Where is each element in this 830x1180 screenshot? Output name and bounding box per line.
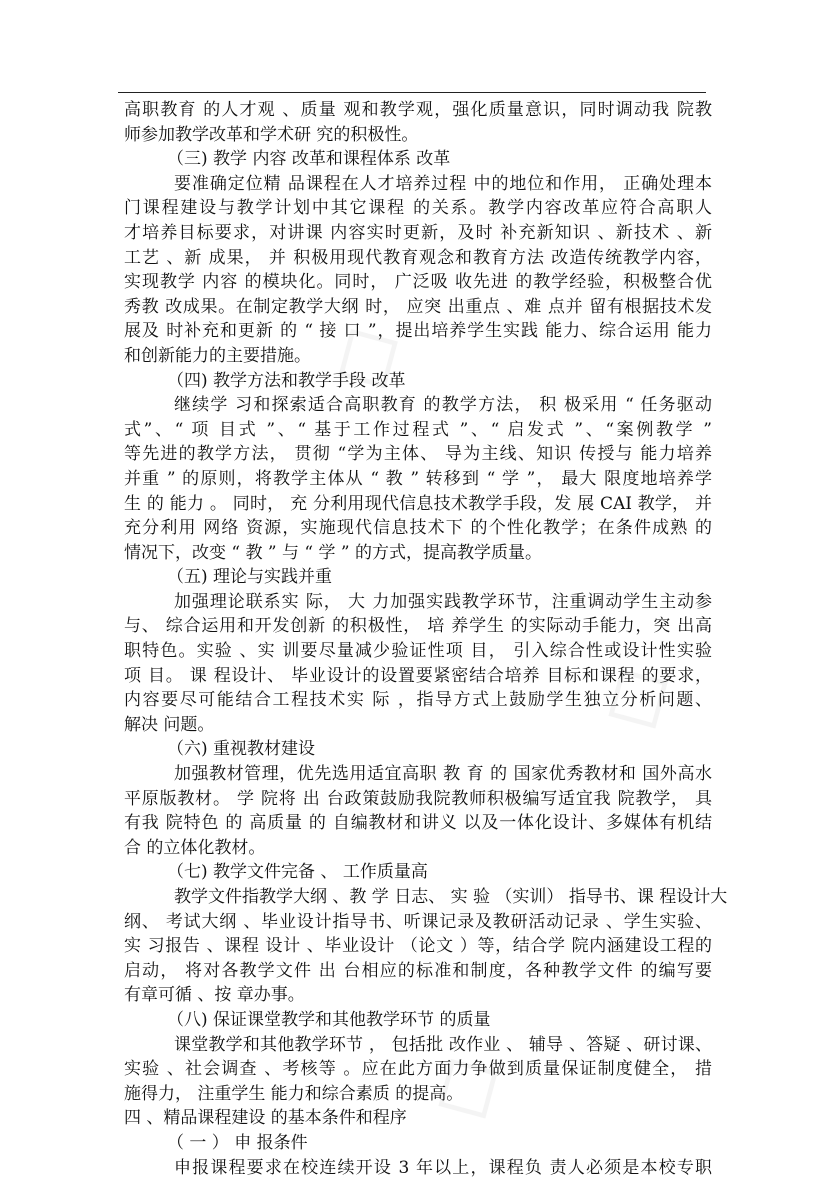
paragraph-line: 项 目。 课 程设计、 毕业设计的设置要紧密结合培养 目标和课程 的要求， [124, 665, 712, 686]
section-heading-line: （五) 理论与实践并重 [167, 567, 333, 588]
paragraph-line: 职特色。实验 、实 训要尽量减少验证性项 目， 引入综合性或设计性实验 [124, 641, 712, 662]
section-heading-line: （三) 教学 内容 改革和课程体系 改革 [167, 149, 451, 170]
header-rule [118, 92, 706, 93]
paragraph-line: 课堂教学和其他教学环节 ， 包括批 改作业 、 辅导 、答疑 、研讨课、 [174, 1034, 712, 1055]
paragraph-line: 平原版教材。 学 院将 出 台政策鼓励我院教师积极编写适宜我 院教学， 具 [124, 788, 712, 809]
paragraph-line: 合 的立体化教材。 [124, 837, 266, 858]
paragraph-line: 有章可循 、按 章办事。 [124, 985, 305, 1006]
paragraph-line: 加强教材管理，优先选用适宜高职 教 育 的 国家优秀教材和 国外高水 [174, 764, 712, 785]
paragraph-line: 式”、“ 项 目式 ”、“ 基于工作过程式 ”、“ 启发式 ”、“案例教学 ” [124, 419, 712, 440]
paragraph-line: 秀教 改成果。在制定教学大纲 时， 应突 出重点 、难 点并 留有根据技术发 [124, 296, 712, 317]
paragraph-line: 工艺 、新 成果， 并 积极用现代教育观念和教育方法 改造传统教学内容， [124, 247, 712, 268]
paragraph-line: 有我 院特色 的 高质量 的 自编教材和讲义 以及一体化设计、多媒体有机结 [124, 813, 712, 834]
paragraph-line: 启动， 将对各教学文件 出 台相应的标准和制度，各种教学文件 的编写要 [124, 960, 712, 981]
body-text [124, 98, 728, 1180]
paragraph-line: 与、 综合运用和开发创新 的积极性， 培 养学生 的实际动手能力，突 出高 [124, 616, 712, 637]
paragraph-line: 内容要尽可能结合工程技术实 际 ，指导方式上鼓励学生独立分析问题、 [124, 690, 712, 711]
section-heading-line: （八) 保证课堂教学和其他教学环节 的质量 [167, 1009, 491, 1030]
paragraph-line: 师参加教学改革和学术研 究的积极性。 [124, 124, 419, 145]
paragraph-line: 高职教育 的人才观 、质量 观和教学观，强化质量意识，同时调动我 院教 [124, 100, 712, 120]
paragraph-line: 要准确定位精 品课程在人才培养过程 中的地位和作用， 正确处理本 [174, 173, 712, 194]
paragraph-line: 实验 、社会调查 、考核等 。应在此方面力争做到质量保证制度健全， 措 [124, 1059, 712, 1080]
section-heading-line: 四 、精品课程建设 的基本条件和程序 [124, 1108, 407, 1129]
paragraph-line: 实 习报告 、课程 设计 、毕业设计 （论文 ）等，结合学 院内涵建设工程的 [124, 936, 712, 957]
section-heading-line: （ 一 ） 申 报条件 [167, 1132, 308, 1153]
paragraph-line: 加强理论联系实 际， 大 力加强实践教学环节，注重调动学生主动参 [174, 591, 712, 612]
paragraph-line: 教学文件指教学大纲 、教 学 日志、 实 验 （实训） 指导书、课 程设计大 [174, 887, 728, 907]
paragraph-line: 等先进的教学方法， 贯彻 “学为主体、 导为主线、知识 传授与 能力培养 [124, 444, 712, 465]
paragraph-line: 实现教学 内容 的模块化。同时， 广泛吸 收先进 的教学经验，积极整合优 [124, 272, 712, 293]
paragraph-line: 施得力， 注重学生 能力和综合素质 的提高。 [124, 1083, 464, 1104]
paragraph-line: 门课程建设与教学计划中其它课程 的关系。教学内容改革应符合高职人 [124, 198, 712, 219]
paragraph-line: 继续学 习和探索适合高职教育 的教学方法， 积 极采用 “ 任务驱动 [174, 395, 712, 416]
paragraph-line: 才培养目标要求，对讲课 内容实时更新，及时 补充新知识 、新技术 、新 [124, 222, 712, 243]
paragraph-line: 生 的 能力 。 同时， 充 分利用现代信息技术教学手段，发 展 CAI 教学， 并 [124, 493, 712, 514]
section-heading-line: （七) 教学文件完备 、 工作质量高 [167, 862, 428, 883]
section-heading-line: （四) 教学方法和教学手段 改革 [167, 370, 406, 391]
paragraph-line: 展及 时补充和更新 的 “ 接 口 ”，提出培养学生实践 能力、综合运用 能力 [124, 321, 712, 342]
paragraph-line: 纲、 考试大纲 、毕业设计指导书、听课记录及教研活动记录 、学生实验、 [124, 911, 712, 932]
paragraph-line: 解决 问题。 [124, 714, 215, 735]
paragraph-line: 并重 ” 的原则，将教学主体从 “ 教 ” 转移到 “ 学 ”， 最大 限度地培养学 [124, 468, 712, 489]
paragraph-line: 情况下，改变 “ 教 ” 与 “ 学 ” 的方式，提高教学质量。 [124, 542, 542, 563]
paragraph-line: 充分利用 网络 资源，实施现代信息技术下 的个性化教学；在条件成熟 的 [124, 518, 712, 539]
paragraph-line: 申报课程要求在校连续开设 3 年以上，课程负 责人必须是本校专职 [174, 1157, 712, 1178]
paragraph-line: 和创新能力的主要措施。 [124, 345, 311, 366]
section-heading-line: （六) 重视教材建设 [167, 739, 316, 760]
